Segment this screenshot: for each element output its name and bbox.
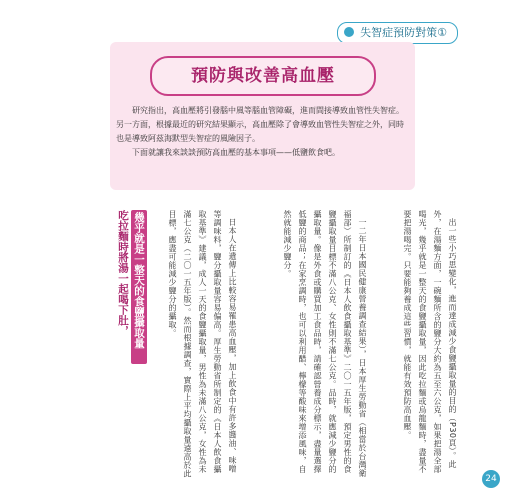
section-heading-2: 幾乎就是一整天的食鹽攝取量 xyxy=(131,210,147,364)
page-title: 預防與改善高血壓 xyxy=(191,66,335,86)
badge-label: 失智症預防對策① xyxy=(360,26,447,39)
page-number: 24 xyxy=(482,470,500,488)
column-right-text: 出一些小巧思變化，進而達成減少食鹽攝取量的目的（P30頁）。此外，在湯麵方面，一碗麵所含的鹽分大約為五至六公克，如果把湯全部喝光，幾乎就是一整天的食鹽攝取量，因此吃拉麵或烏龍麵時，盡量不要把湯喝完。只要能夠養成這些習慣，就能有效預防高血壓。 xyxy=(403,210,457,474)
intro-text xyxy=(116,104,410,160)
text-column-middle xyxy=(283,210,370,478)
badge-dot-icon xyxy=(344,27,354,37)
text-column-left xyxy=(150,210,240,478)
column-middle-text: 一二年日本國民健康營養調查結果），日本厚生勞動省（相當於台灣衛福部）所制訂的《日本人飲食攝取基準》二〇一五年版，預定男性的食鹽攝取量目標不滿八公克、女性則不滿七公克。品時，就應減少鹽分的攝取量。像是外食或購買加工食品時，請確認營養成分標示，盡量選擇低鹽的商品；在家烹調時，也可以利用醋、檸檬等酸味來增添風味，自然就能減少鹽分。 xyxy=(283,210,367,478)
section-heading-1: 吃拉麵時將湯一起喝下肚， xyxy=(117,210,129,336)
chapter-badge xyxy=(337,22,458,44)
column-left-text: 日本人在遺傳上比較容易罹患高血壓，加上飲食中有許多醬油、味噌等調味料，鹽分攝取量容易偏高。厚生勞動省所制定的《日本人飲食攝取基準》建議，成人一天的食鹽攝取量，男性為未滿八公克，女性為未滿七公克（二〇一五年版）。然而根據調查，實際上平均攝取量遠高於此目標，應盡可能減少鹽分的攝取。 xyxy=(168,210,237,478)
intro-paragraph-2: 下面就讓我來談談預防高血壓的基本事項——低鹽飲食吧。 xyxy=(132,148,340,157)
text-column-right xyxy=(378,210,460,478)
intro-paragraph-1: 研究指出，高血壓將引發腦中風等腦血管障礙，進而間接導致血管性失智症。另一方面，根據最近的研究結果顯示，高血壓除了會導致血管性失智症之外，同時也是導致阿茲海默型失智症的風險因子。 xyxy=(116,106,404,143)
title-bar xyxy=(150,56,376,96)
